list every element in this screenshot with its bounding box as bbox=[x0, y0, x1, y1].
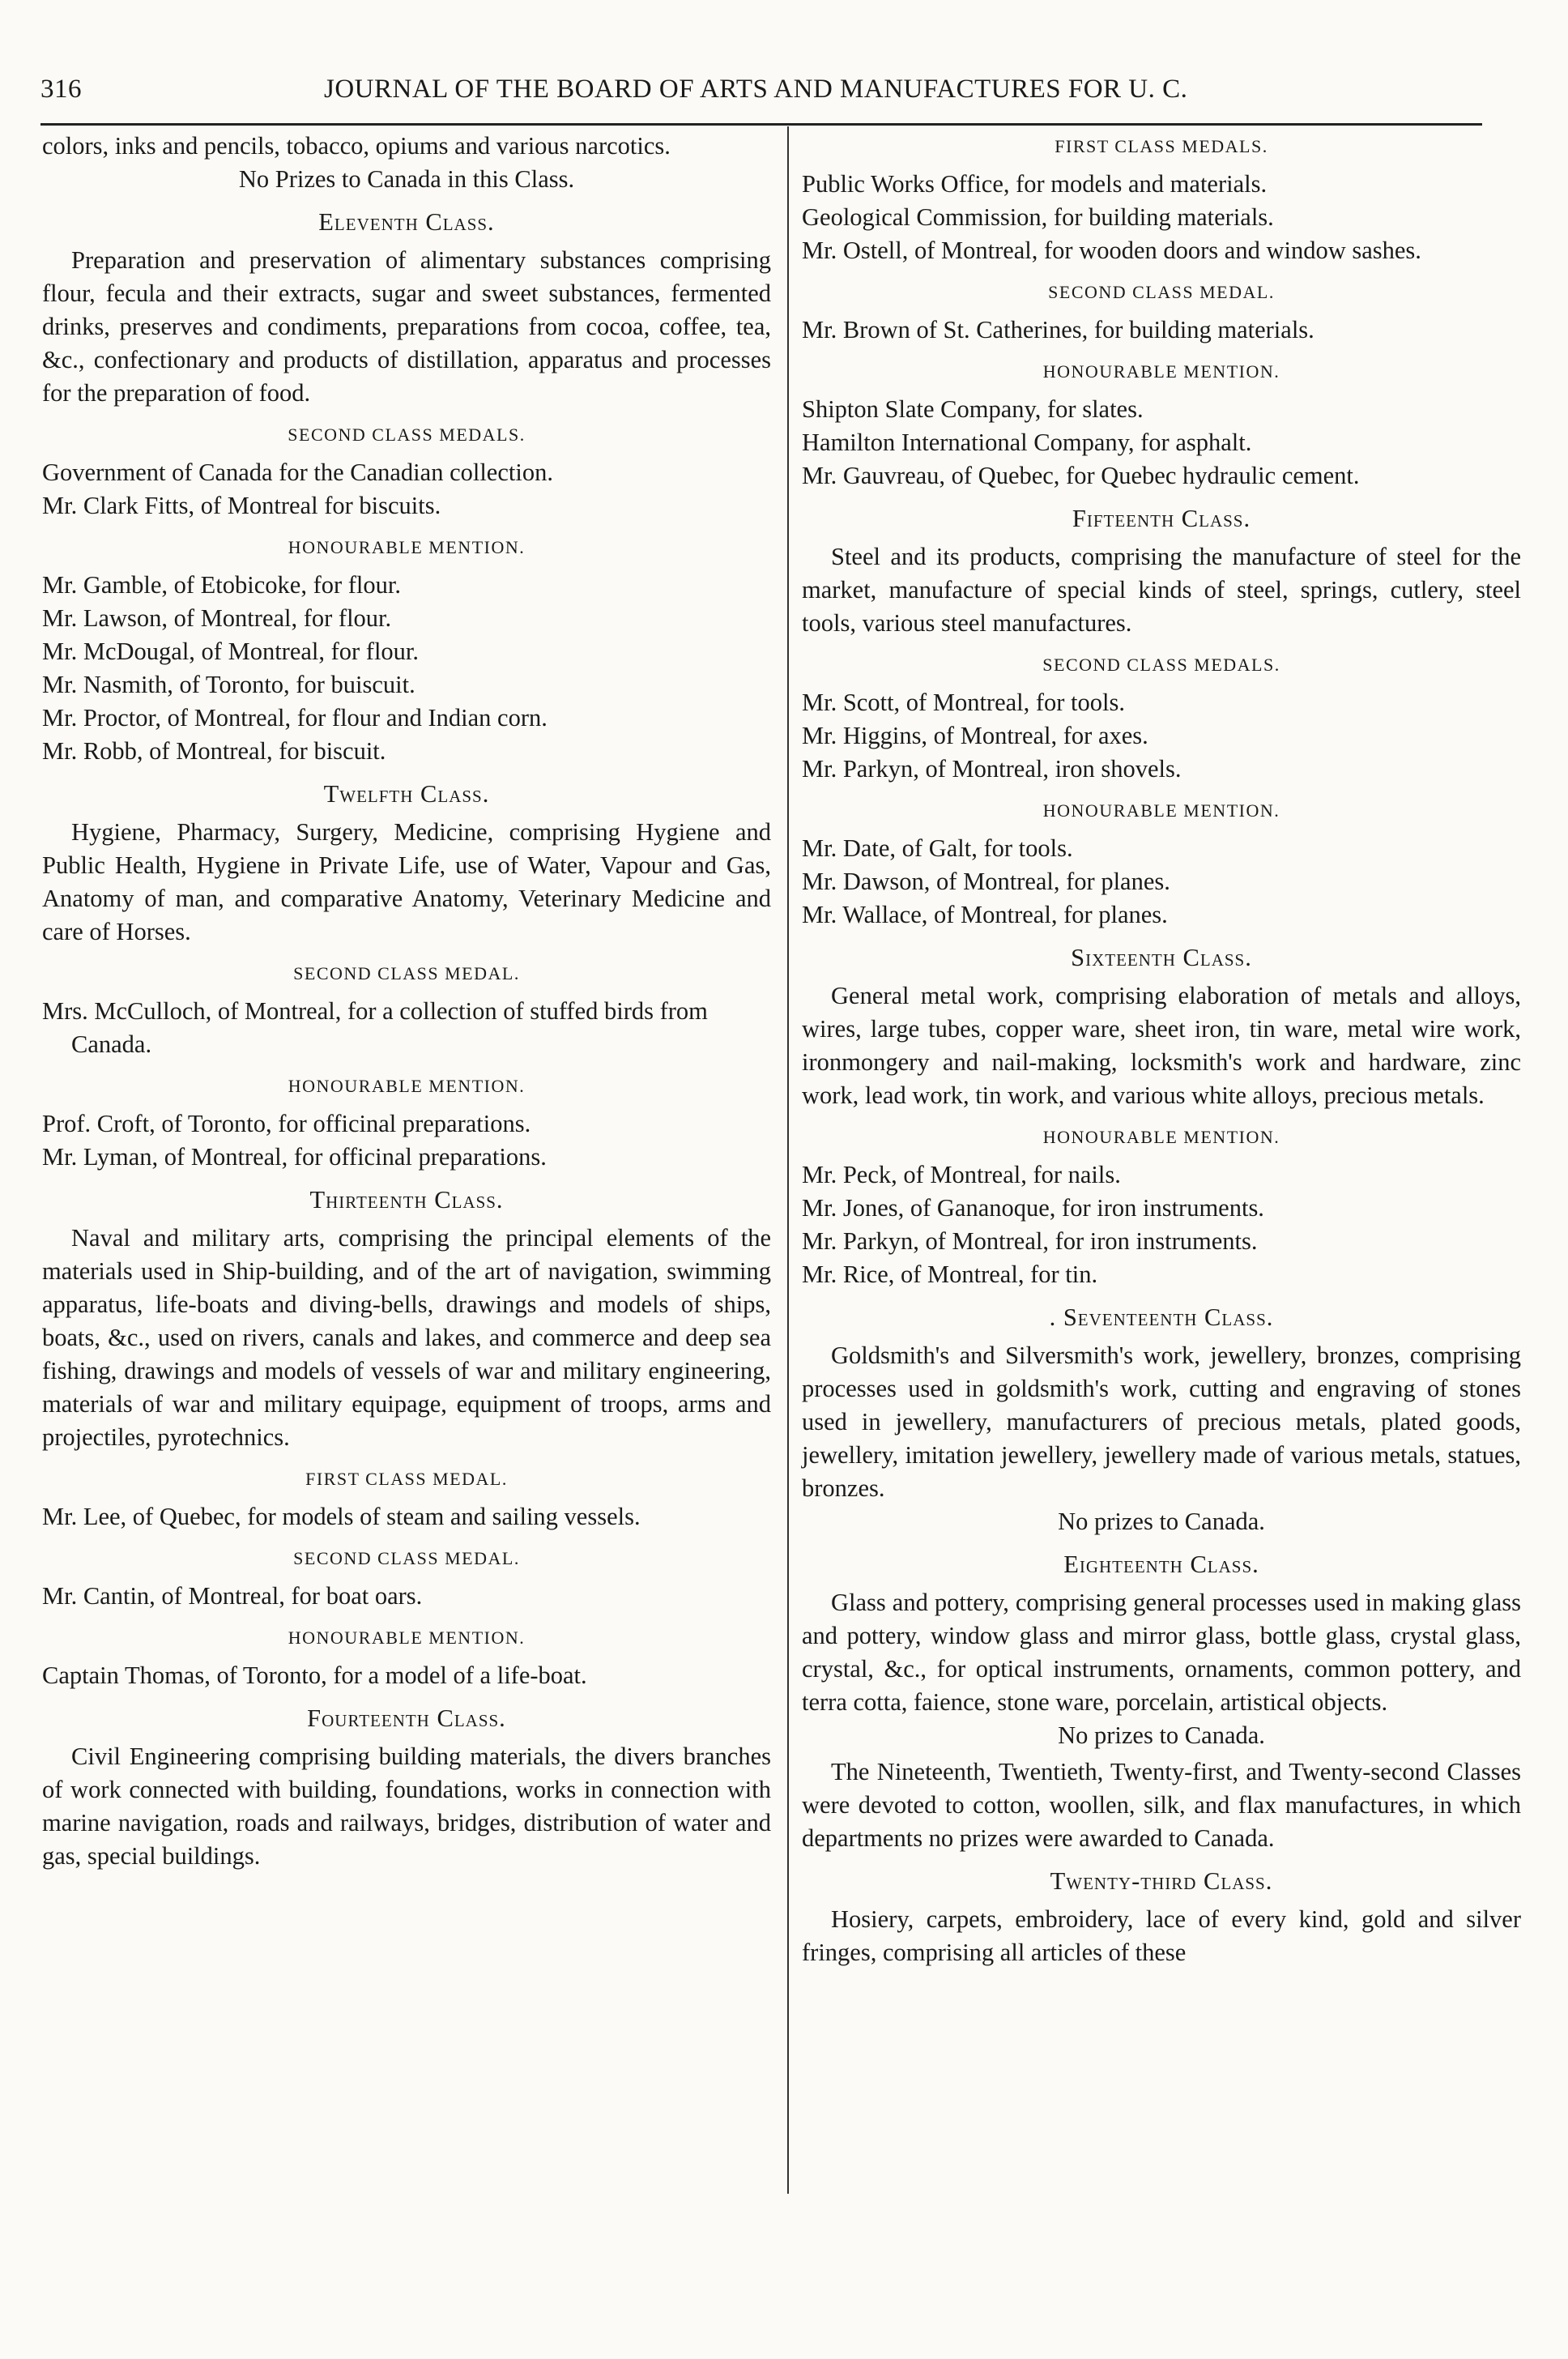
running-header bbox=[40, 75, 1482, 120]
column-separator bbox=[787, 126, 789, 2194]
award-entry: Mr. Lyman, of Montreal, for officinal preparations. bbox=[42, 1143, 547, 1171]
header-rule bbox=[40, 123, 1482, 126]
award-heading: SECOND CLASS MEDAL. bbox=[293, 963, 520, 983]
award-entry: Mr. Scott, of Montreal, for tools. bbox=[802, 689, 1126, 716]
class-heading-eleventh: Eleventh Class. bbox=[318, 208, 495, 236]
class-heading-seventeenth: . Seventeenth Class. bbox=[1049, 1303, 1274, 1331]
award-entry: Mr. Dawson, of Montreal, for planes. bbox=[802, 868, 1170, 895]
class-description: Hygiene, Pharmacy, Surgery, Medicine, comprising Hygiene and Public Health, Hygiene in Private Life, use of Water, Vapour and Gas, Anatomy of man, and comparative Anatomy, Veterinary Medicine and care of Horses. bbox=[42, 818, 771, 945]
award-entry: Government of Canada for the Canadian collection. bbox=[42, 459, 553, 486]
award-entry: Mr. Parkyn, of Montreal, iron shovels. bbox=[802, 755, 1182, 783]
award-heading: SECOND CLASS MEDALS. bbox=[1042, 655, 1280, 675]
class-heading-fifteenth: Fifteenth Class. bbox=[1072, 505, 1251, 532]
award-entry: Mr. Rice, of Montreal, for tin. bbox=[802, 1261, 1098, 1288]
award-heading: HONOURABLE MENTION. bbox=[1042, 361, 1280, 382]
award-heading: FIRST CLASS MEDALS. bbox=[1055, 136, 1268, 156]
award-heading: SECOND CLASS MEDALS. bbox=[288, 424, 526, 445]
award-heading: HONOURABLE MENTION. bbox=[288, 537, 526, 557]
award-entry: Mr. Peck, of Montreal, for nails. bbox=[802, 1161, 1121, 1188]
class-heading-fourteenth: Fourteenth Class. bbox=[307, 1704, 506, 1732]
award-entry: Mr. Jones, of Gananoque, for iron instruments. bbox=[802, 1194, 1264, 1222]
continued-paragraph: colors, inks and pencils, tobacco, opiums and various narcotics. bbox=[42, 132, 671, 160]
class-description: Hosiery, carpets, embroidery, lace of every kind, gold and silver fringes, comprising all articles of these bbox=[802, 1905, 1521, 1966]
class-heading-twenty-third: Twenty-third Class. bbox=[1050, 1867, 1273, 1895]
award-entry: Mr. Higgins, of Montreal, for axes. bbox=[802, 722, 1148, 749]
no-prizes-note: No prizes to Canada. bbox=[1058, 1508, 1265, 1535]
award-entry: Shipton Slate Company, for slates. bbox=[802, 395, 1144, 423]
left-column bbox=[42, 130, 771, 1873]
class-heading-sixteenth: Sixteenth Class. bbox=[1071, 944, 1252, 971]
award-entry: Prof. Croft, of Toronto, for officinal preparations. bbox=[42, 1110, 531, 1137]
award-heading: SECOND CLASS MEDAL. bbox=[1048, 282, 1275, 302]
award-heading: HONOURABLE MENTION. bbox=[1042, 1127, 1280, 1147]
class-description: Preparation and preservation of alimentary substances comprising flour, fecula and their extracts, sugar and sweet substances, fermented drinks, preserves and condiments, preparations from cocoa, coffee, tea, &c., confectionary and products of distillation, apparatus and processes for the preparation of food. bbox=[42, 246, 771, 407]
combined-classes-note: The Nineteenth, Twentieth, Twenty-first, and Twenty-second Classes were devoted to cotton, woollen, silk, and flax manufactures, in which departments no prizes were awarded to Canada. bbox=[802, 1758, 1521, 1852]
award-entry: Mr. Wallace, of Montreal, for planes. bbox=[802, 901, 1168, 928]
award-heading: FIRST CLASS MEDAL. bbox=[305, 1469, 508, 1489]
award-entry: Mr. Clark Fitts, of Montreal for biscuits. bbox=[42, 492, 441, 519]
award-entry: Mr. Gauvreau, of Quebec, for Quebec hydraulic cement. bbox=[802, 462, 1360, 489]
right-column bbox=[802, 130, 1521, 1969]
class-heading-twelfth: Twelfth Class. bbox=[323, 780, 490, 808]
award-entry: Mrs. McCulloch, of Montreal, for a collection of stuffed birds from Canada. bbox=[42, 997, 708, 1058]
award-entry: Mr. Brown of St. Catherines, for building materials. bbox=[802, 316, 1314, 343]
class-description: Naval and military arts, comprising the principal elements of the materials used in Ship-building, and of the art of navigation, swimming apparatus, life-boats and diving-bells, drawings and models of ships, boats, &c., used on rivers, canals and lakes, and commerce and deep sea fishing, drawings and models of vessels of war and military engineering, materials of war and military equipage, equipment of troops, arms and projectiles, pyrotechnics. bbox=[42, 1224, 771, 1451]
journal-title: JOURNAL OF THE BOARD OF ARTS AND MANUFACTURES FOR U. C. bbox=[324, 75, 1188, 104]
award-heading: HONOURABLE MENTION. bbox=[288, 1076, 526, 1096]
award-heading: HONOURABLE MENTION. bbox=[1042, 800, 1280, 821]
award-heading: HONOURABLE MENTION. bbox=[288, 1627, 526, 1648]
award-heading: SECOND CLASS MEDAL. bbox=[293, 1548, 520, 1568]
award-entry: Mr. Nasmith, of Toronto, for buiscuit. bbox=[42, 671, 415, 698]
award-entry: Public Works Office, for models and materials. bbox=[802, 170, 1268, 198]
no-prizes-note: No Prizes to Canada in this Class. bbox=[238, 165, 575, 193]
class-description: Civil Engineering comprising building materials, the divers branches of work connected with building, foundations, works in connection with marine navigation, roads and railways, bridges, distribution of water and gas, special buildings. bbox=[42, 1743, 771, 1870]
award-entry: Mr. Parkyn, of Montreal, for iron instruments. bbox=[802, 1227, 1258, 1255]
award-entry: Mr. Lee, of Quebec, for models of steam and sailing vessels. bbox=[42, 1503, 641, 1530]
award-entry: Mr. Lawson, of Montreal, for flour. bbox=[42, 604, 392, 632]
award-entry: Mr. Ostell, of Montreal, for wooden doors and window sashes. bbox=[802, 237, 1421, 264]
no-prizes-note: No prizes to Canada. bbox=[1058, 1721, 1265, 1749]
award-entry: Mr. Proctor, of Montreal, for flour and Indian corn. bbox=[42, 704, 548, 732]
class-heading-thirteenth: Thirteenth Class. bbox=[309, 1186, 504, 1214]
award-entry: Mr. McDougal, of Montreal, for flour. bbox=[42, 638, 420, 665]
class-heading-eighteenth: Eighteenth Class. bbox=[1063, 1551, 1259, 1578]
page-number: 316 bbox=[40, 75, 82, 104]
award-entry: Mr. Date, of Galt, for tools. bbox=[802, 834, 1073, 862]
class-description: Steel and its products, comprising the manufacture of steel for the market, manufacture of special kinds of steel, springs, cutlery, steel tools, various steel manufactures. bbox=[802, 543, 1521, 637]
class-description: Goldsmith's and Silversmith's work, jewellery, bronzes, comprising processes used in goldsmith's work, cutting and engraving of stones used in jewellery, manufacturers of precious metals, plated goods, jewellery, imitation jewellery, jewellery made of various metals, statues, bronzes. bbox=[802, 1342, 1521, 1502]
class-description: General metal work, comprising elaboration of metals and alloys, wires, large tubes, copper ware, sheet iron, tin ware, metal wire work, ironmongery and nail-making, locksmith's work and hardware, zinc work, lead work, tin work, and various white alloys, precious metals. bbox=[802, 982, 1521, 1109]
class-description: Glass and pottery, comprising general processes used in making glass and pottery, window glass and mirror glass, bottle glass, crystal glass, crystal, &c., for optical instruments, ornaments, common pottery, and terra cotta, faience, stone ware, porcelain, artistical objects. bbox=[802, 1589, 1521, 1716]
award-entry: Mr. Cantin, of Montreal, for boat oars. bbox=[42, 1582, 423, 1610]
award-entry: Geological Commission, for building materials. bbox=[802, 203, 1274, 231]
award-entry: Captain Thomas, of Toronto, for a model of a life-boat. bbox=[42, 1662, 587, 1689]
award-entry: Mr. Robb, of Montreal, for biscuit. bbox=[42, 737, 386, 765]
award-entry: Hamilton International Company, for asphalt. bbox=[802, 429, 1252, 456]
award-entry: Mr. Gamble, of Etobicoke, for flour. bbox=[42, 571, 401, 599]
